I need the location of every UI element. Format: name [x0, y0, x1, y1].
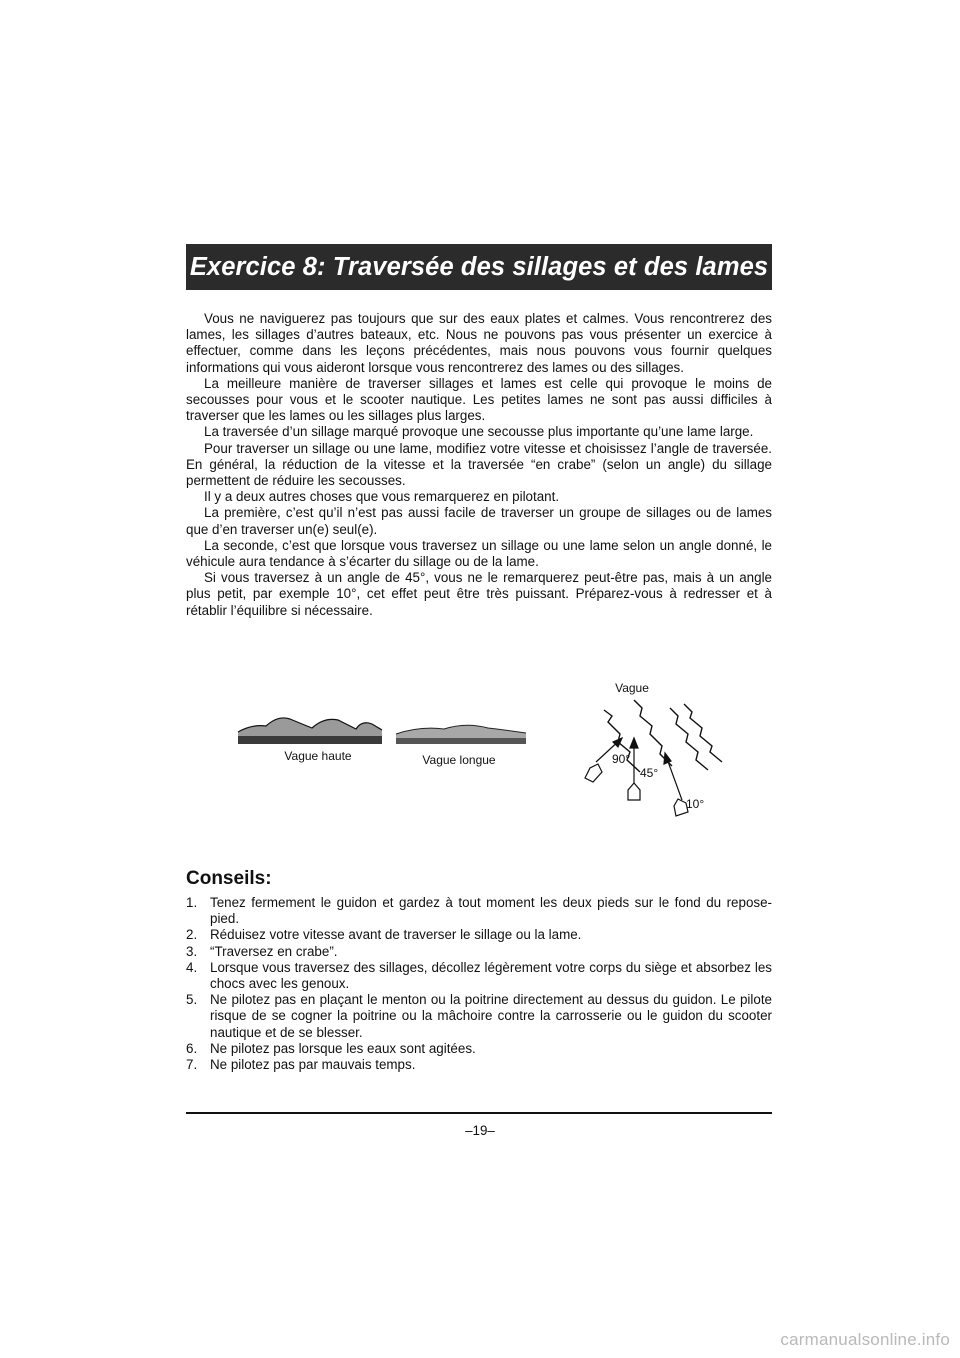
item-number: 2.: [186, 927, 198, 943]
boat-icon: [585, 764, 602, 782]
item-text: Ne pilotez pas lorsque les eaux sont agitées.: [210, 1040, 476, 1056]
item-text: “Traversez en crabe”.: [210, 943, 338, 959]
item-number: 4.: [186, 959, 198, 975]
intro-paragraph: Si vous traversez à un angle de 45°, vous ne le remarquerez peut-être pas, mais à un angle plus petit, par exemple 10°, cet effet peut être très puissant. Préparez-vous à redresser et à rétablir l’équilibre si nécessaire.: [186, 570, 772, 618]
item-text: Ne pilotez pas en plaçant le menton ou la poitrine directement au dessus du guidon. Le pilote risque de se cogner la poitrine ou la mâchoire contre la carrosserie ou le guidon du scooter nautique et de se blesser.: [210, 992, 772, 1040]
item-number: 5.: [186, 992, 198, 1008]
conseils-heading: Conseils:: [186, 868, 272, 889]
list-item: [186, 1041, 772, 1057]
long-wave-drawing: [396, 725, 526, 744]
list-item: [186, 1057, 772, 1073]
angle-label-10: 10°: [686, 797, 705, 811]
list-item: [186, 895, 772, 927]
page-number: –19–: [465, 1123, 495, 1138]
intro-paragraph: La seconde, c’est que lorsque vous traversez un sillage ou une lame selon un angle donné, le véhicule aura tendance à s’écarter du sillage ou de la lame.: [186, 537, 772, 570]
intro-paragraph: La première, c’est qu’il n’est pas aussi facile de traverser un groupe de sillages ou de lames que d’en traverser un(e) seul(e).: [186, 505, 772, 537]
wave-label: Vague: [615, 681, 649, 695]
footer-divider: [186, 1112, 772, 1114]
item-number: 1.: [186, 895, 198, 910]
high-wave-label: Vague haute: [284, 749, 352, 763]
angle-label-90: 90°: [612, 752, 631, 766]
angle-label-45: 45°: [640, 766, 659, 780]
boat-icon: [628, 783, 640, 800]
item-number: 3.: [186, 943, 198, 959]
list-item: [186, 944, 772, 960]
item-number: 7.: [186, 1057, 198, 1073]
list-item: [186, 960, 772, 992]
item-text: Lorsque vous traversez des sillages, décollez légèrement votre corps du siège et absorbez les chocs avec les genoux.: [210, 959, 772, 992]
intro-paragraph: Vous ne naviguerez pas toujours que sur des eaux plates et calmes. Vous rencontrerez des lames, les sillages d’autres bateaux, etc. Nous ne pouvons pas vous présenter un exercice à effectuer, comme dans les leçons précédentes, mais nous pouvons vous fournir quelques informations qui vous aideront lorsque vous rencontrerez des lames ou des sillages.: [186, 311, 772, 375]
watermark: carmanualsonline.info: [780, 1330, 950, 1349]
page-title: Exercice 8: Traversée des sillages et des lames: [189, 252, 769, 281]
list-item: [186, 927, 772, 943]
high-wave-drawing: [238, 718, 382, 744]
list-item: [186, 992, 772, 1041]
boat-icons: [585, 764, 688, 816]
item-text: Tenez fermement le guidon et gardez à tout moment les deux pieds sur le fond du repose-pied.: [210, 895, 772, 927]
intro-paragraph: La meilleure manière de traverser sillages et lames est celle qui provoque le moins de secousses pour vous et le scooter nautique. Les petites lames ne sont pas aussi difficiles à traverser que les lames ou les sillages plus larges.: [186, 375, 772, 424]
tips-list: [186, 895, 772, 1073]
item-text: Ne pilotez pas par mauvais temps.: [210, 1057, 416, 1073]
item-number: 6.: [186, 1040, 198, 1056]
long-wave-label: Vague longue: [422, 753, 496, 767]
intro-paragraph: La traversée d’un sillage marqué provoque une secousse plus importante qu’une lame large.: [204, 424, 754, 440]
intro-paragraph: Il y a deux autres choses que vous remarquerez en pilotant.: [204, 489, 560, 505]
item-text: Réduisez votre vitesse avant de traverser le sillage ou la lame.: [210, 927, 582, 943]
intro-paragraph: Pour traverser un sillage ou une lame, modifiez votre vitesse et choisissez l’angle de traversée. En général, la réduction de la vitesse et la traversée “en crabe” (selon un angle) du sillage permettent de réduire les secousses.: [186, 440, 772, 489]
